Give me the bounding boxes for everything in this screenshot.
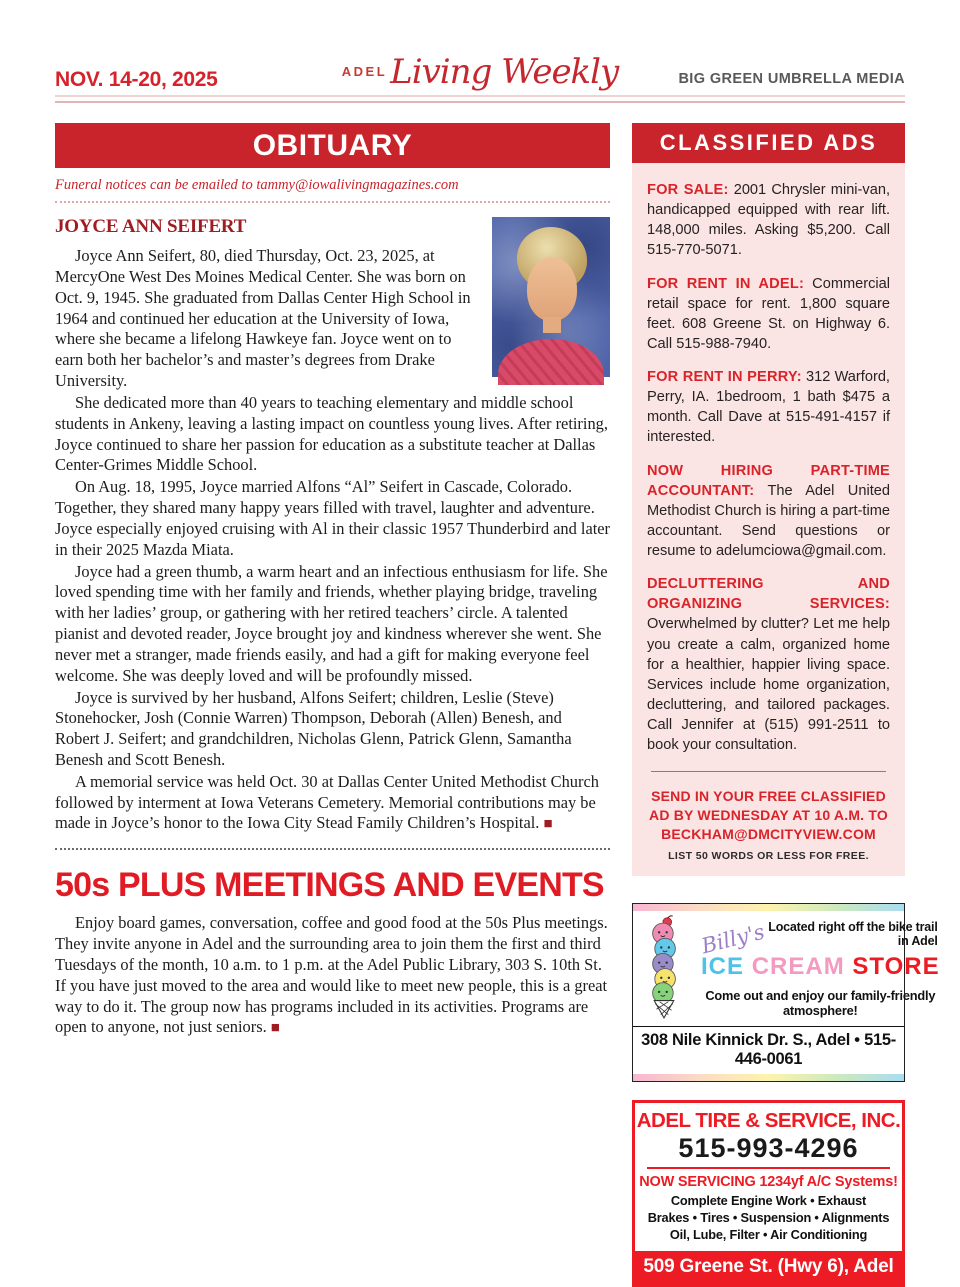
meetings-article <box>55 866 610 1038</box>
classified-ad-text: Commercial retail space for rent. 1,800 square feet. 608 Greene St. on Highway 6. Call 515-988-7940. <box>647 275 891 352</box>
end-of-article-marker: ■ <box>543 816 553 833</box>
obituary-name-heading: JOYCE ANN SEIFERT <box>55 216 247 237</box>
classified-ad-label: DECLUTTERING AND ORGANIZING SERVICES: <box>647 576 890 613</box>
masthead <box>0 0 960 104</box>
paragraph-text: Joyce Ann Seifert, 80, died Thursday, Oct. 23, 2025, at MercyOne West Des Moines Medical Center. She was born on Oct. 9, 1945. She graduated from Dallas Center High School in 1964 and continued her education at the University of Iowa, where she became a lifelong Hawkeye fan. Joyce went on to earn both her bachelor’s and master’s degrees from Drake University. <box>55 246 471 391</box>
paragraph-text: On Aug. 18, 1995, Joyce married Alfons “Al” Seifert in Cascade, Colorado. Together, they shared many happy years filled with travel, laughter and adventure. Joyce especially enjoyed cruising with Al in their classic 1957 Thunderbird and later in their 2025 Mazda Miata. <box>55 477 611 559</box>
paragraph-text: Joyce is survived by her husband, Alfons Seifert; children, Leslie (Steve) Stonehocker, Josh (Connie Warren) Thompson, Deborah (Allen) Benesh, and Robert J. Seifert; and grandchildren, Nicholas Glenn, Patrick Glenn, Samantha Benesh and Scott Benesh. <box>55 687 572 769</box>
ice-cream-tagline: Located right off the bike trail in Adel <box>768 919 938 948</box>
obituary-paragraph <box>55 772 610 834</box>
obituary-paragraph <box>55 477 610 560</box>
classified-ad <box>647 461 890 562</box>
classified-ad <box>647 367 890 448</box>
tire-service-line: Brakes • Tires • Suspension • Alignments <box>647 1210 890 1226</box>
obituary-paragraph <box>55 688 610 771</box>
classified-ad-text: 2001 Chrysler mini-van, handicapped equipped with rear lift. 148,000 miles. Asking $5,200. Call 515-770-5071. <box>647 182 890 259</box>
dotted-divider <box>55 201 610 203</box>
classified-ad-label: FOR RENT IN ADEL: <box>647 275 805 292</box>
dotted-divider <box>55 848 610 850</box>
classified-submission-note: SEND IN YOUR FREE CLASSIFIED AD BY WEDNESDAY AT 10 A.M. TO BECKHAM@DMCITYVIEW.COM <box>649 788 888 843</box>
classified-ad-label: NOW HIRING PART-TIME ACCOUNTANT: <box>647 462 890 499</box>
classified-ad-text: The Adel United Methodist Church is hiring a part-time accountant. Send questions or resume to adelumciowa@gmail.com. <box>647 482 890 559</box>
logo-prefix: ADEL <box>341 64 388 79</box>
classified-ad-label: FOR RENT IN PERRY: <box>647 369 802 385</box>
obituary-section-banner: OBITUARY <box>55 123 610 168</box>
tire-address-banner: 509 Greene St. (Hwy 6), Adel <box>635 1251 902 1284</box>
logo-script: Living Weekly <box>390 52 619 92</box>
ice-cream-cone-icon <box>637 913 695 1026</box>
rainbow-stripe-top <box>633 904 904 911</box>
title-word-store: STORE <box>852 952 940 980</box>
obituary-paragraph <box>55 562 610 687</box>
classified-divider <box>651 771 886 772</box>
classified-fine-print: LIST 50 WORDS OR LESS FOR FREE. <box>668 849 869 862</box>
issue-date: NOV. 14-20, 2025 <box>55 68 218 91</box>
meetings-title: 50s PLUS MEETINGS AND EVENTS <box>55 866 604 905</box>
ice-cream-address: 308 Nile Kinnick Dr. S., Adel • 515-446-0061 <box>633 1026 904 1074</box>
classified-ad <box>647 180 890 261</box>
classified-ad <box>647 574 890 755</box>
rainbow-stripe-bottom <box>633 1074 904 1081</box>
classified-ads-box <box>632 163 905 876</box>
tire-service-line: Complete Engine Work • Exhaust <box>670 1192 867 1208</box>
paragraph-text: Enjoy board games, conversation, coffee and good food at the 50s Plus meetings. They invite anyone in Adel and the surrounding area to join them the first and third Tuesdays of the month, 10 a.m. to 1 p.m. at the Adel Public Library, 303 S. 10th St. If you have just moved to the area and would like to meet new people, this is a great way to do it. The group now has programs included in its activities. Programs are open to anyone, not just seniors. <box>55 913 608 1037</box>
tire-services-list <box>635 1192 902 1244</box>
funeral-notice-line: Funeral notices can be emailed to tammy@iowalivingmagazines.com <box>55 177 459 193</box>
portrait-face <box>527 257 577 321</box>
ice-cream-store-title <box>701 953 940 981</box>
title-word-ice: ICE <box>701 952 745 980</box>
tire-service-line: Oil, Lube, Filter • Air Conditioning <box>669 1227 868 1243</box>
meetings-paragraph <box>55 913 610 1038</box>
obituary-paragraph <box>55 393 610 476</box>
header-divider <box>55 95 905 103</box>
obituary-article <box>55 215 610 834</box>
billys-script-logo: Billy's <box>699 919 767 959</box>
classified-ads-banner: CLASSIFIED ADS <box>632 123 905 163</box>
tire-divider <box>647 1167 890 1169</box>
end-of-article-marker: ■ <box>270 1020 280 1037</box>
portrait-shirt <box>498 339 604 385</box>
paragraph-text: Joyce had a green thumb, a warm heart and an infectious enthusiasm for life. She loved spending time with her family and friends, whether playing bridge, traveling with her ladies’ group, or gathering with her retired teachers’ circle. A talented pianist and devoted reader, Joyce brought joy and kindness wherever she went. She never met a stranger, made friends easily, and had a gift for making everyone feel welcome. She was deeply loved and will be profoundly missed. <box>55 561 608 685</box>
tire-service-ad <box>632 1100 905 1287</box>
paragraph-text: A memorial service was held Oct. 30 at Dallas Center United Methodist Church followed by interment at Iowa Veterans Cemetery. Memorial contributions may be made in Joyce’s honor to the Iowa City Stead Family Children’s Hospital. <box>55 771 599 833</box>
publisher-name: BIG GREEN UMBRELLA MEDIA <box>678 71 905 87</box>
classified-ad-text: Overwhelmed by clutter? Let me help you create a calm, organized home for a healthier, happier living space. Services include home organization, decluttering, and tailored packages. Call Jennifer at (515) 991-2511 to book your consultation. <box>647 616 890 754</box>
tire-company-name: ADEL TIRE & SERVICE, INC. <box>636 1108 901 1132</box>
ice-cream-subtitle: Come out and enjoy our family-friendly atmosphere! <box>705 987 936 1018</box>
content-columns <box>0 123 960 1287</box>
title-word-cream: CREAM <box>751 952 845 980</box>
right-column <box>632 123 940 1287</box>
ice-cream-store-ad <box>632 903 940 1082</box>
tire-highlight: NOW SERVICING 1234yf A/C Systems! <box>639 1173 898 1190</box>
classified-ad <box>647 274 890 355</box>
classified-ad-text: 312 Warford, Perry, IA. 1bedroom, 1 bath $475 a month. Call Dave at 515-491-4157 if interested. <box>647 369 890 446</box>
obituary-portrait-photo <box>492 217 610 377</box>
left-column <box>55 123 610 1287</box>
tire-phone-number: 515-993-4296 <box>678 1132 859 1163</box>
paragraph-text: She dedicated more than 40 years to teaching elementary and middle school students in Ankeny, leaving a lasting impact on countless young lives. After retiring, Joyce continued to share her passion for education as a substitute teacher at Dallas Center-Grimes Middle School. <box>55 392 608 475</box>
classified-ad-label: FOR SALE: <box>647 182 729 198</box>
